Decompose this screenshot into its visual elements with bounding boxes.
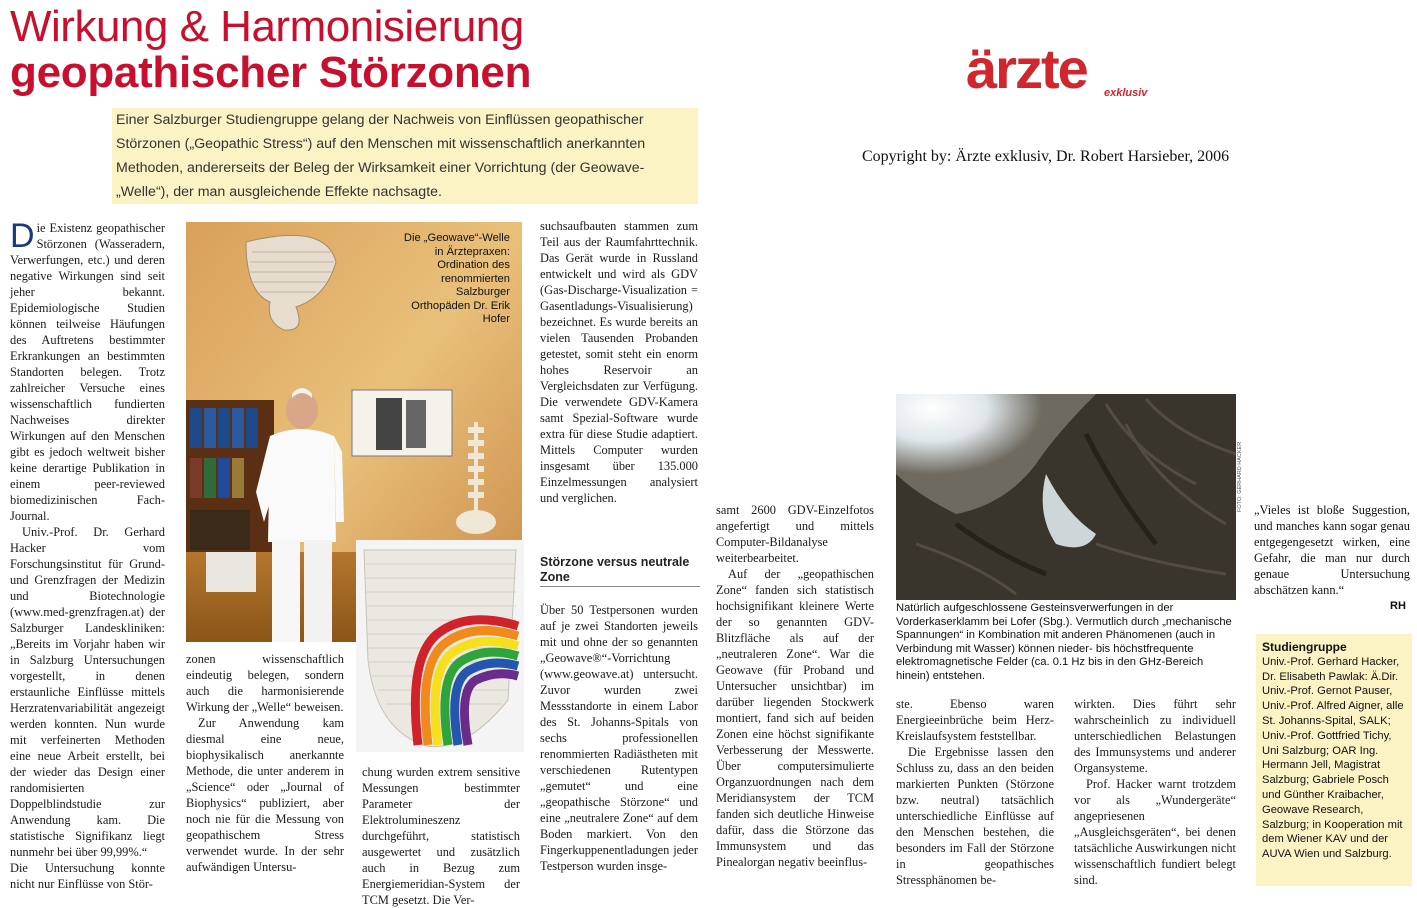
- column6-paragraph-1: ste. Ebenso waren Energieeinbrüche beim Herz-Kreislaufsystem feststellbar.: [896, 697, 1054, 743]
- section-subheading: Störzone versus neutrale Zone: [540, 555, 700, 587]
- column2-paragraph-1: zonen wissenschaftlich eindeutig belegen, sondern auch die harmonisierende Wirkung der „Welle“ beweisen.: [186, 652, 344, 714]
- column5-paragraph-1: samt 2600 GDV-Einzelfotos angefertigt und mittels Computer-Bildanalyse weiterbearbeitet.: [716, 503, 874, 565]
- study-group-members: Univ.-Prof. Gerhard Hacker, Dr. Elisabeth Pawlak: Ä.Dir. Univ.-Prof. Gernot Pauser, Univ.-Prof. Alfred Aigner, alle St. Johanns-Spital, SALK; Univ.-Prof. Gottfried Tichy, Uni Salzburg; OAR Ing. Hermann Jell, Magistrat Salzburg; Gabriele Posch und Günther Kraibacher, Geowave Research, Salzburg; in Kooperation mit dem Wiener KAV und der AUVA Wien und Salzburg.: [1262, 655, 1404, 861]
- column6-paragraph-2: Die Ergebnisse lassen den Schluss zu, dass an den beiden markierten Punkten (Störzone bzw. neutral) tatsächlich unterschiedliche Einflüsse auf den Menschen bestehen, die besonders im Fall der Störzone in geopathisches Stressphänomen be-: [896, 745, 1054, 887]
- pull-quote: „Vieles ist bloße Suggestion, und manches kann sogar genau entgegengesetzt wirken, eine Gefahr, die man nur durch genaue Untersuchung abschätzen kann.“: [1254, 503, 1410, 597]
- article-column-4-top: [540, 218, 698, 548]
- office-photo-caption: Die „Geowave“-Welle in Ärztepraxen: Ordination des renommierten Salzburger Orthopäden Dr. Erik Hofer: [403, 232, 510, 325]
- column4-paragraph-2: Über 50 Testpersonen wurden auf je zwei Standorten jeweils mit und ohne der so genannten „Geowave®“-Vorrichtung (www.geowave.at) untersucht. Zuvor wurden zwei Messstandorte in einem Labor des St. Johanns-Spitals von sechs professionellen renommierten Radiästheten mit verschiedenen Rutentypen „gemutet“ und eine „geopathische Störzone“ und eine „neutralere Zone“ auf dem Boden markiert. Von den Fingerkuppenentladungen jeder Testperson wurden insge-: [540, 603, 698, 873]
- column1-paragraph-3: Die Untersuchung konnte nicht nur Einflüsse von Stör-: [10, 861, 165, 891]
- dropcap: D: [10, 217, 35, 255]
- column3-paragraph-1: chung wurden extrem sensitive Messungen bestimmter Parameter der Elektrolumineszenz durchgeführt, statistisch ausgewertet und zusätzlich auch in Bezug zum Energiemeridian-System der TCM gesetzt. Die Ver-: [362, 765, 520, 907]
- article-column-2: [186, 651, 344, 894]
- headline-line-1: Wirkung & Harmonisierung: [10, 2, 524, 51]
- copyright-notice: Copyright by: Ärzte exklusiv, Dr. Robert Harsieber, 2006: [862, 148, 1230, 165]
- headline-line-2: geopathischer Störzonen: [10, 48, 532, 97]
- column1-paragraph-2: Univ.-Prof. Dr. Gerhard Hacker vom Forschungsinstitut für Grund- und Grenzfragen der Medizin und Biotechnologie (www.med-grenzfragen.at) der Salzburger Landeskliniken: „Bereits im Vorjahr haben wir in Salzburg Untersuchungen vorgestellt, in denen erstaunliche Einflüsse mittels Herzratenvariabilität angezeigt werden konnten. Nun wurde mit verfeinerten Methoden eine neue Arbeit erstellt, bei der wieder das Design einer randomisierten Doppelblindstudie zur Anwendung kam. Die statistische Signifikanz liegt nunmehr bei über 99,99%.“: [10, 525, 165, 859]
- article-column-1: [10, 217, 165, 894]
- cave-photo-credit: FOTO: GERHARD HACKER: [1237, 441, 1243, 512]
- column5-paragraph-2: Auf der „geopathischen Zone“ fanden sich statistisch hochsignifikant kleinere Werte der so genannten GDV-Blitzfläche als auf der „neutraleren Zone“. War die Geowave (für Proband und Untersucher unsichtbar) im darüber liegenden Stockwerk montiert, fand sich auf beiden Zonen eine höchst signifikante Verbesserung der Messwerte. Über computersimulierte Organzuordnungen nach dem Meridiansystem der TCM fanden sich deutliche Hinweise dafür, dass die Störzone das Immunsystem und das Pinealorgan negativ beeinflus-: [716, 567, 874, 869]
- study-group-box: [1256, 634, 1412, 886]
- quote-signature: RH: [1390, 600, 1406, 612]
- column7-paragraph-1: wirkten. Dies führt sehr wahrscheinlich zu individuell unterschiedlichen Belastungen des Immunsystems und anderer Organsysteme.: [1074, 697, 1236, 775]
- cave-photo: [896, 394, 1236, 600]
- geowave-photo: [356, 540, 524, 752]
- logo-subline: exklusiv: [1104, 87, 1148, 99]
- article-column-6: [896, 696, 1054, 894]
- cave-photo-illustration: [896, 394, 1236, 600]
- cave-photo-caption: Natürlich aufgeschlossene Gesteinsverwerfungen in der Vorderkaserklamm bei Lofer (Sbg.). Vermutlich durch „mechanische Spannungen“ in Kombination mit anderen Phänomenen (auch in Verbindung mit Wasser) können nieder- bis höchstfrequente elektromagnetische Felder (ca. 0.1 Hz bis in den GHz-Bereich hinein) entstehen.: [896, 602, 1232, 682]
- study-group-heading: Studiengruppe: [1262, 640, 1347, 654]
- column7-paragraph-2: Prof. Hacker warnt trotzdem vor als „Wundergeräte“ angepriesenen „Ausgleichsgeräten“, bei denen tatsächliche Auswirkungen nicht wissenschaftlich fundiert belegt sind.: [1074, 777, 1236, 887]
- lead-paragraph: Einer Salzburger Studiengruppe gelang der Nachweis von Einflüssen geopathischer Störzonen („Geopathic Stress“) auf den Menschen mit wissenschaftlich anerkannten Methoden, andererseits der Beleg der Wirksamkeit einer Vorrichtung (der Geowave-„Welle“), der man ausgleichende Effekte nachsagte.: [112, 108, 698, 204]
- column4-paragraph-1: suchsaufbauten stammen zum Teil aus der Raumfahrttechnik. Das Gerät wurde in Russland entwickelt und wird als GDV (Gas-Discharge-Visualization = Gasentladungs-Visualisierung) bezeichnet. Es wurde bereits an vielen Tausenden Probanden getestet, somit steht ein enorm hohes Reservoir an Vergleichsdaten zur Verfügung. Die verwendete GDV-Kamera samt Spezial-Software wurde extra für diese Studie adaptiert. Mittels Computer wurden insgesamt über 135.000 Einzelmessungen analysiert und verglichen.: [540, 219, 698, 505]
- article-column-4-bottom: [540, 602, 698, 894]
- article-column-3: [362, 764, 520, 907]
- column2-paragraph-2: Zur Anwendung kam diesmal eine neue, biophysikalisch anerkannte Methode, die unter anderem in „Science“ oder „Journal of Biophysics“ publiziert, aber noch nie für die Messung von geopathischem Stress verwendet wurde. In der sehr aufwändigen Untersu-: [186, 716, 344, 874]
- logo-wordmark: ärzte: [966, 37, 1087, 100]
- article-column-7: [1074, 696, 1236, 894]
- aerzte-exklusiv-logo: [966, 38, 1162, 102]
- geowave-device-illustration: [356, 540, 524, 752]
- column1-paragraph-1: ie Existenz geopathischer Störzonen (Wasseradern, Verwerfungen, etc.) und deren negative Wirkungen sind seit jeher bekannt. Epidemiologische Studien können teilweise Häufungen des Auftretens bestimmter Erkrankungen an bestimmten Standorten belegen. Trotz zahlreicher Versuche eines wissenschaftlich fundierten Nachweises direkter Wirkungen auf den Menschen gibt es jedoch weltweit bisher keine derartige Publikation in einem peer-reviewed biomedizinischen Fach-Journal.: [10, 221, 165, 523]
- article-column-5: [716, 502, 874, 894]
